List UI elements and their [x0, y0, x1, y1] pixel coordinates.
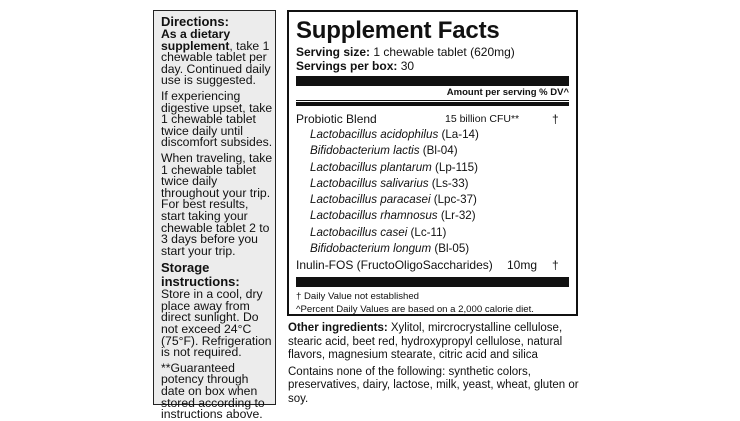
- bottom-divider: [296, 277, 569, 287]
- strain-name: Lactobacillus paracasei: [310, 193, 431, 207]
- strain-list: [296, 127, 569, 257]
- inulin-amount: 10mg: [507, 258, 538, 273]
- ingredients-label: Other ingredients:: [288, 322, 388, 334]
- strain-code: (Bl-04): [419, 144, 458, 158]
- contains-none-text: Contains none of the following: synthetic colors, preservatives, dairy, lactose, milk, yeast, wheat, gluten or soy.: [288, 365, 579, 405]
- strain-item: [296, 241, 569, 257]
- strain-name: Lactobacillus acidophilus: [310, 128, 439, 141]
- strain-item: [296, 208, 569, 224]
- probiotic-blend-row: [296, 112, 569, 127]
- inulin-row: [296, 258, 569, 273]
- strain-item: [296, 143, 569, 159]
- directions-paragraph-3: When traveling, take 1 chewable tablet twice daily throughout your trip. For best results, start taking your chewable tablet 2 to 3 days before you start your trip.: [161, 150, 273, 258]
- footnote-percent: ^Percent Daily Values are based on a 2,000 calorie diet.: [296, 304, 534, 316]
- storage-heading: Storage instructions:: [161, 260, 240, 290]
- strain-code: (Lr-32): [437, 209, 476, 223]
- servings-value: 30: [397, 59, 415, 73]
- supplement-facts-panel: [287, 10, 578, 316]
- strain-code: (La-14): [438, 128, 479, 141]
- blend-dv: †: [552, 112, 559, 126]
- strain-code: (Ls-33): [428, 176, 469, 190]
- strain-code: (Lc-11): [407, 225, 447, 239]
- amount-header: Amount per serving % DV^: [296, 86, 569, 101]
- strain-name: Lactobacillus rhamnosus: [310, 209, 438, 223]
- strain-item: [296, 176, 569, 192]
- serving-size-label: Serving size:: [296, 45, 371, 59]
- footnote-dv: † Daily Value not established: [296, 291, 420, 303]
- directions-p1-text: , take 1 chewable tablet per day. Continued daily use is suggested.: [161, 38, 271, 88]
- ingredients-section: [288, 322, 580, 410]
- strain-name: Lactobacillus casei: [310, 225, 408, 239]
- directions-panel: [153, 10, 276, 421]
- servings-label: Servings per box:: [296, 59, 398, 73]
- strain-item: [296, 192, 569, 208]
- servings-row: [296, 59, 569, 73]
- directions-heading: Directions:: [161, 14, 229, 29]
- blend-name: Probiotic Blend: [296, 112, 377, 126]
- strain-item: [296, 160, 569, 176]
- blend-amount: 15 billion CFU**: [445, 113, 520, 125]
- strain-code: (Lp-115): [431, 160, 478, 174]
- strain-name: Lactobacillus plantarum: [310, 160, 432, 174]
- guarantee-text: **Guaranteed potency through date on box when stored according to instructions above.: [161, 360, 265, 421]
- serving-size-value: 1 chewable tablet (620mg): [370, 45, 515, 59]
- facts-title: Supplement Facts: [296, 17, 500, 44]
- directions-p1-bold: As a dietary supplement: [161, 27, 231, 53]
- strain-code: (Bl-05): [431, 242, 470, 256]
- medium-divider: [296, 102, 569, 106]
- directions-paragraph-1: [161, 29, 275, 87]
- inulin-dv: †: [552, 258, 559, 273]
- strain-name: Bifidobacterium lactis: [310, 144, 420, 158]
- serving-size-row: [296, 45, 569, 59]
- strain-code: (Lpc-37): [430, 193, 477, 207]
- thick-divider: [296, 76, 569, 86]
- inulin-name: Inulin-FOS (FructoOligoSaccharides): [296, 258, 493, 273]
- strain-name: Bifidobacterium longum: [310, 242, 432, 256]
- directions-paragraph-2: If experiencing digestive upset, take 1 chewable tablet twice daily until discomfort subsides.: [161, 88, 273, 150]
- strain-name: Lactobacillus salivarius: [310, 176, 429, 190]
- strain-item: [296, 225, 569, 241]
- other-ingredients: [288, 322, 580, 363]
- strain-item: [296, 127, 569, 143]
- storage-text: Store in a cool, dry place away from direct sunlight. Do not exceed 24°C (75°F). Refrigeration is not required.: [161, 287, 272, 360]
- ingredients-text: Xylitol, mircrocrystalline cellulose, stearic acid, beet red, hydroxypropyl cellulose, natural flavors, magnesium stearate, citric acid and silica: [288, 322, 563, 362]
